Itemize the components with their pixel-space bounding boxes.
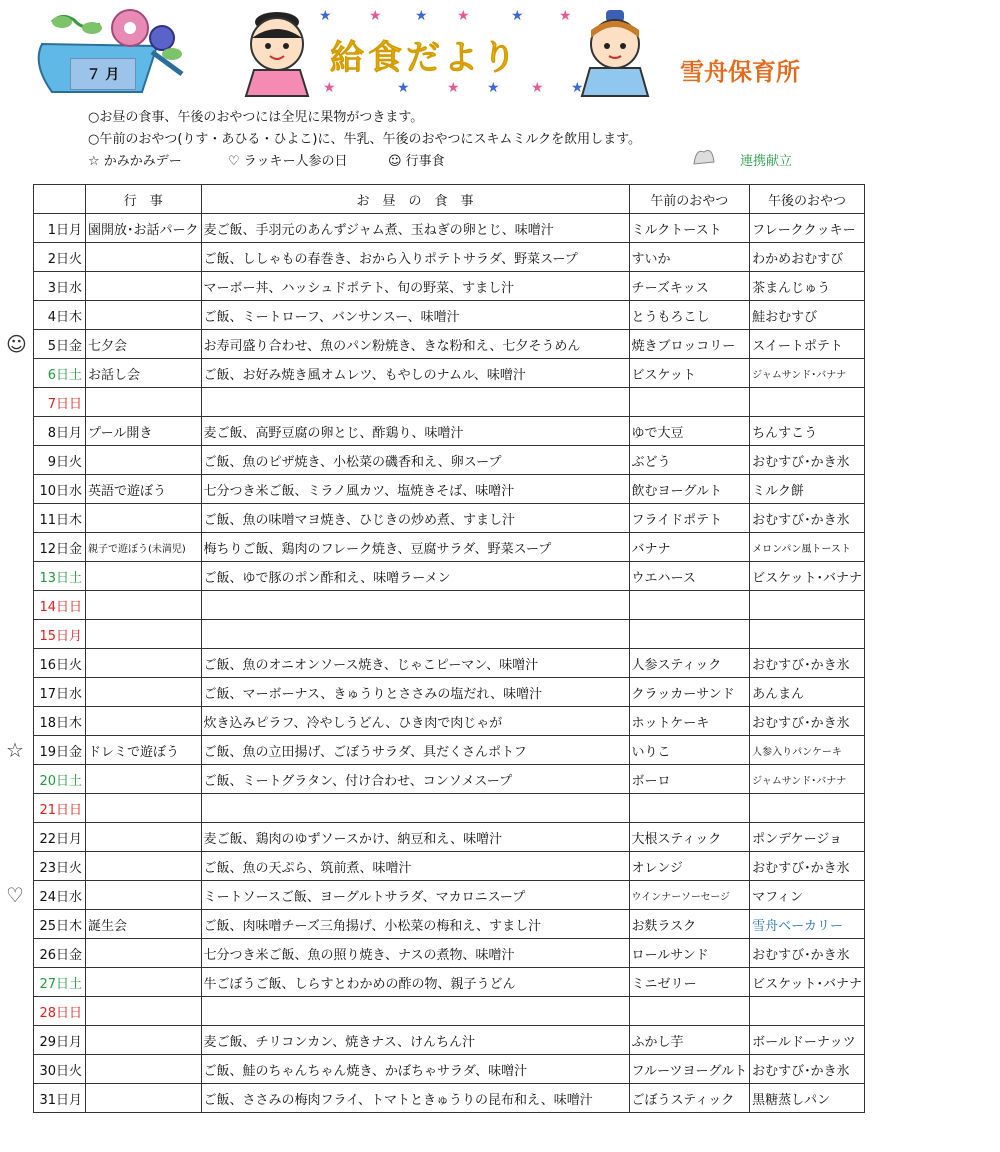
day-cell: 7日日	[34, 388, 86, 417]
day-cell: 29日月	[34, 1026, 86, 1055]
pm-snack-cell: おむすび･かき氷	[750, 939, 865, 968]
legend-kamikami: ☆ かみかみデー	[88, 154, 182, 169]
pm-snack-cell: ボールドーナッツ	[750, 1026, 865, 1055]
table-row	[34, 620, 865, 649]
day-cell: 8日月	[34, 417, 86, 446]
table-row	[34, 1055, 865, 1084]
partner-logo-icon	[690, 144, 718, 168]
table-row	[34, 330, 865, 359]
lunch-cell: ミートソースご飯、ヨーグルトサラダ、マカロニスープ	[201, 881, 629, 910]
event-cell	[86, 968, 202, 997]
table-row	[34, 997, 865, 1026]
lunch-cell: ご飯、ミートグラタン、付け合わせ、コンソメスープ	[201, 765, 629, 794]
table-row	[34, 910, 865, 939]
lunch-cell: ご飯、マーボーナス、きゅうりとささみの塩だれ、味噌汁	[201, 678, 629, 707]
event-cell	[86, 562, 202, 591]
pm-snack-cell: 人参入りパンケーキ	[750, 736, 865, 765]
event-cell: お話し会	[86, 359, 202, 388]
table-row	[34, 765, 865, 794]
day-cell: 11日木	[34, 504, 86, 533]
table-row	[34, 388, 865, 417]
table-row	[34, 562, 865, 591]
pm-snack-cell: おむすび･かき氷	[750, 707, 865, 736]
svg-text:★: ★	[397, 80, 410, 96]
am-snack-cell	[629, 388, 750, 417]
event-cell	[86, 678, 202, 707]
menu-table-body	[34, 214, 865, 1113]
lunch-cell: 梅ちりご飯、鶏肉のフレーク焼き、豆腐サラダ、野菜スープ	[201, 533, 629, 562]
day-cell: 25日木	[34, 910, 86, 939]
am-snack-cell: ウインナーソーセージ	[629, 881, 750, 910]
day-cell: 19日金	[34, 736, 86, 765]
lunch-cell: ご飯、ささみの梅肉フライ、トマトときゅうりの昆布和え、味噌汁	[201, 1084, 629, 1113]
day-cell: 18日木	[34, 707, 86, 736]
event-cell	[86, 446, 202, 475]
event-cell	[86, 823, 202, 852]
table-row	[34, 504, 865, 533]
pm-snack-cell: ビスケット･バナナ	[750, 562, 865, 591]
am-snack-cell: フライドポテト	[629, 504, 750, 533]
lunch-cell: ご飯、鮭のちゃんちゃん焼き、かぼちゃサラダ、味噌汁	[201, 1055, 629, 1084]
event-cell: 親子で遊ぼう(未満児)	[86, 533, 202, 562]
am-snack-cell: とうもろこし	[629, 301, 750, 330]
table-row	[34, 359, 865, 388]
am-snack-cell: オレンジ	[629, 852, 750, 881]
event-cell	[86, 1026, 202, 1055]
table-row	[34, 475, 865, 504]
day-cell: 15日月	[34, 620, 86, 649]
day-cell: 6日土	[34, 359, 86, 388]
am-snack-cell: ゆで大豆	[629, 417, 750, 446]
am-snack-cell: フルーツヨーグルト	[629, 1055, 750, 1084]
pm-snack-cell: 雪舟ベーカリー	[750, 910, 865, 939]
renkei-label: 連携献立	[740, 154, 793, 169]
lunch-cell	[201, 997, 629, 1026]
pm-snack-cell: ジャムサンド･バナナ	[750, 765, 865, 794]
lunch-cell: 麦ご飯、高野豆腐の卵とじ、酢鶏り、味噌汁	[201, 417, 629, 446]
event-cell	[86, 272, 202, 301]
am-snack-cell	[629, 794, 750, 823]
pm-snack-cell: ちんすこう	[750, 417, 865, 446]
pm-snack-cell: 黒糖蒸しパン	[750, 1084, 865, 1113]
event-cell: 英語で遊ぼう	[86, 475, 202, 504]
table-row	[34, 272, 865, 301]
day-cell: 4日木	[34, 301, 86, 330]
am-snack-cell: すいか	[629, 243, 750, 272]
lunch-cell: 麦ご飯、手羽元のあんずジャム煮、玉ねぎの卵とじ、味噌汁	[201, 214, 629, 243]
event-cell	[86, 1055, 202, 1084]
am-snack-cell: ホットケーキ	[629, 707, 750, 736]
lunch-cell: 麦ご飯、チリコンカン、焼きナス、けんちん汁	[201, 1026, 629, 1055]
table-row	[34, 852, 865, 881]
pm-snack-cell	[750, 388, 865, 417]
table-row	[34, 417, 865, 446]
day-cell: 2日火	[34, 243, 86, 272]
day-cell: 1日月	[34, 214, 86, 243]
svg-text:★: ★	[323, 80, 336, 96]
lunch-cell: ご飯、ミートローフ、バンサンスー、味噌汁	[201, 301, 629, 330]
lunch-cell: ご飯、ししゃもの春巻き、おから入りポテトサラダ、野菜スープ	[201, 243, 629, 272]
svg-text:★: ★	[511, 8, 524, 24]
am-snack-cell: ロールサンド	[629, 939, 750, 968]
event-cell	[86, 620, 202, 649]
page-title: 給食だより	[330, 38, 520, 78]
svg-text:★: ★	[571, 80, 584, 96]
lunch-cell	[201, 388, 629, 417]
table-row	[34, 533, 865, 562]
day-cell: 30日火	[34, 1055, 86, 1084]
svg-text:★: ★	[559, 8, 572, 24]
am-snack-cell: バナナ	[629, 533, 750, 562]
am-snack-cell: ビスケット	[629, 359, 750, 388]
table-row	[34, 707, 865, 736]
table-row	[34, 591, 865, 620]
event-cell: 誕生会	[86, 910, 202, 939]
svg-text:★: ★	[457, 8, 470, 24]
table-row	[34, 939, 865, 968]
note-milk: ○午前のおやつ(りす・あひる・ひよこ)に、牛乳、午後のおやつにスキムミルクを飲用します。	[88, 132, 642, 147]
pm-snack-cell: わかめおむすび	[750, 243, 865, 272]
lunch-cell	[201, 591, 629, 620]
table-row	[34, 794, 865, 823]
day-cell: 26日金	[34, 939, 86, 968]
table-row	[34, 301, 865, 330]
event-cell	[86, 649, 202, 678]
pm-snack-cell: おむすび･かき氷	[750, 446, 865, 475]
day-cell: 3日水	[34, 272, 86, 301]
am-snack-cell: お麩ラスク	[629, 910, 750, 939]
table-row	[34, 214, 865, 243]
day-cell: 13日土	[34, 562, 86, 591]
day-cell: 28日日	[34, 997, 86, 1026]
lunch-cell: ご飯、魚の天ぷら、筑前煮、味噌汁	[201, 852, 629, 881]
day-cell: 27日土	[34, 968, 86, 997]
lunch-cell: ご飯、魚の味噌マヨ焼き、ひじきの炒め煮、すまし汁	[201, 504, 629, 533]
lunch-cell: 七分つき米ご飯、魚の照り焼き、ナスの煮物、味噌汁	[201, 939, 629, 968]
pm-snack-cell: おむすび･かき氷	[750, 852, 865, 881]
pm-snack-cell: おむすび･かき氷	[750, 1055, 865, 1084]
event-cell	[86, 301, 202, 330]
am-snack-cell: クラッカーサンド	[629, 678, 750, 707]
table-row	[34, 243, 865, 272]
day-cell: 23日火	[34, 852, 86, 881]
header-day	[34, 185, 86, 214]
svg-text:★: ★	[415, 8, 428, 24]
event-cell	[86, 881, 202, 910]
am-snack-cell: 焼きブロッコリー	[629, 330, 750, 359]
legend-event-meal: ☺ 行事食	[388, 154, 445, 169]
day-cell: 16日火	[34, 649, 86, 678]
am-snack-cell: 飲むヨーグルト	[629, 475, 750, 504]
heart-icon: ♡	[6, 882, 24, 907]
svg-text:★: ★	[369, 8, 382, 24]
pm-snack-cell: あんまん	[750, 678, 865, 707]
event-cell: 七夕会	[86, 330, 202, 359]
table-row	[34, 881, 865, 910]
star-icon: ☆	[6, 737, 24, 762]
menu-table	[33, 184, 865, 1113]
day-cell: 9日火	[34, 446, 86, 475]
lunch-cell	[201, 620, 629, 649]
pm-snack-cell: 茶まんじゅう	[750, 272, 865, 301]
event-cell	[86, 794, 202, 823]
table-row	[34, 678, 865, 707]
day-cell: 10日水	[34, 475, 86, 504]
event-cell	[86, 852, 202, 881]
lunch-cell: ご飯、魚のオニオンソース焼き、じゃこピーマン、味噌汁	[201, 649, 629, 678]
header-event: 行 事	[86, 185, 202, 214]
am-snack-cell: ウエハース	[629, 562, 750, 591]
pm-snack-cell: マフィン	[750, 881, 865, 910]
day-cell: 31日月	[34, 1084, 86, 1113]
smiley-icon: ☺	[6, 331, 27, 356]
lunch-cell: ご飯、お好み焼き風オムレツ、もやしのナムル、味噌汁	[201, 359, 629, 388]
school-name: 雪舟保育所	[680, 58, 800, 86]
svg-text:★: ★	[531, 80, 544, 96]
am-snack-cell: ミニゼリー	[629, 968, 750, 997]
pm-snack-cell	[750, 794, 865, 823]
table-row	[34, 1084, 865, 1113]
event-cell: ドレミで遊ぼう	[86, 736, 202, 765]
svg-text:★: ★	[447, 80, 460, 96]
am-snack-cell: ボーロ	[629, 765, 750, 794]
table-row	[34, 736, 865, 765]
event-cell	[86, 939, 202, 968]
am-snack-cell: 大根スティック	[629, 823, 750, 852]
header-am-snack: 午前のおやつ	[629, 185, 750, 214]
day-cell: 14日日	[34, 591, 86, 620]
am-snack-cell: いりこ	[629, 736, 750, 765]
pm-snack-cell: フレーククッキー	[750, 214, 865, 243]
pm-snack-cell: ミルク餅	[750, 475, 865, 504]
day-cell: 22日月	[34, 823, 86, 852]
header-lunch: お 昼 の 食 事	[201, 185, 629, 214]
lunch-cell: ご飯、ゆで豚のポン酢和え、味噌ラーメン	[201, 562, 629, 591]
lunch-cell: 麦ご飯、鶏肉のゆずソースかけ、納豆和え、味噌汁	[201, 823, 629, 852]
day-cell: 5日金	[34, 330, 86, 359]
table-row	[34, 649, 865, 678]
svg-text:★: ★	[319, 8, 332, 24]
lunch-cell: ご飯、魚のピザ焼き、小松菜の磯香和え、卵スープ	[201, 446, 629, 475]
pm-snack-cell	[750, 997, 865, 1026]
table-row	[34, 446, 865, 475]
lunch-cell: ご飯、魚の立田揚げ、ごぼうサラダ、具だくさんポトフ	[201, 736, 629, 765]
event-cell	[86, 765, 202, 794]
event-cell	[86, 504, 202, 533]
lunch-cell: 炊き込みピラフ、冷やしうどん、ひき肉で肉じゃが	[201, 707, 629, 736]
day-cell: 12日金	[34, 533, 86, 562]
event-cell	[86, 243, 202, 272]
pm-snack-cell	[750, 591, 865, 620]
table-header-row	[34, 185, 865, 214]
pm-snack-cell: ジャムサンド･バナナ	[750, 359, 865, 388]
pm-snack-cell: 鮭おむすび	[750, 301, 865, 330]
lunch-cell: ご飯、肉味噌チーズ三角揚げ、小松菜の梅和え、すまし汁	[201, 910, 629, 939]
pm-snack-cell: メロンパン風トースト	[750, 533, 865, 562]
month-label: ７ 月	[70, 58, 136, 90]
pm-snack-cell	[750, 620, 865, 649]
am-snack-cell: ふかし芋	[629, 1026, 750, 1055]
table-row	[34, 823, 865, 852]
pm-snack-cell: ポンデケージョ	[750, 823, 865, 852]
am-snack-cell	[629, 997, 750, 1026]
day-cell: 20日土	[34, 765, 86, 794]
pm-snack-cell: ビスケット･バナナ	[750, 968, 865, 997]
note-fruit: ○お昼の食事、午後のおやつには全児に果物がつきます。	[88, 110, 424, 125]
day-cell: 17日水	[34, 678, 86, 707]
lunch-cell: お寿司盛り合わせ、魚のパン粉焼き、きな粉和え、七夕そうめん	[201, 330, 629, 359]
legend-lucky-carrot: ♡ ラッキー人参の日	[228, 154, 348, 169]
event-cell	[86, 707, 202, 736]
event-cell: 園開放･お話パーク	[86, 214, 202, 243]
event-cell	[86, 591, 202, 620]
am-snack-cell: 人参スティック	[629, 649, 750, 678]
am-snack-cell	[629, 591, 750, 620]
event-cell	[86, 388, 202, 417]
pm-snack-cell: おむすび･かき氷	[750, 649, 865, 678]
header-pm-snack: 午後のおやつ	[750, 185, 865, 214]
event-cell	[86, 997, 202, 1026]
pm-snack-cell: おむすび･かき氷	[750, 504, 865, 533]
day-cell: 21日日	[34, 794, 86, 823]
event-cell: プール開き	[86, 417, 202, 446]
am-snack-cell: ごぼうスティック	[629, 1084, 750, 1113]
lunch-cell: マーボー丼、ハッシュドポテト、旬の野菜、すまし汁	[201, 272, 629, 301]
table-row	[34, 968, 865, 997]
day-cell: 24日水	[34, 881, 86, 910]
am-snack-cell: ぶどう	[629, 446, 750, 475]
lunch-cell: 七分つき米ご飯、ミラノ風カツ、塩焼きそば、味噌汁	[201, 475, 629, 504]
legend	[88, 150, 445, 169]
am-snack-cell: チーズキッス	[629, 272, 750, 301]
event-cell	[86, 1084, 202, 1113]
am-snack-cell: ミルクトースト	[629, 214, 750, 243]
table-row	[34, 1026, 865, 1055]
pm-snack-cell: スイートポテト	[750, 330, 865, 359]
am-snack-cell	[629, 620, 750, 649]
lunch-cell: 牛ごぼうご飯、しらすとわかめの酢の物、親子うどん	[201, 968, 629, 997]
svg-text:★: ★	[487, 80, 500, 96]
lunch-cell	[201, 794, 629, 823]
